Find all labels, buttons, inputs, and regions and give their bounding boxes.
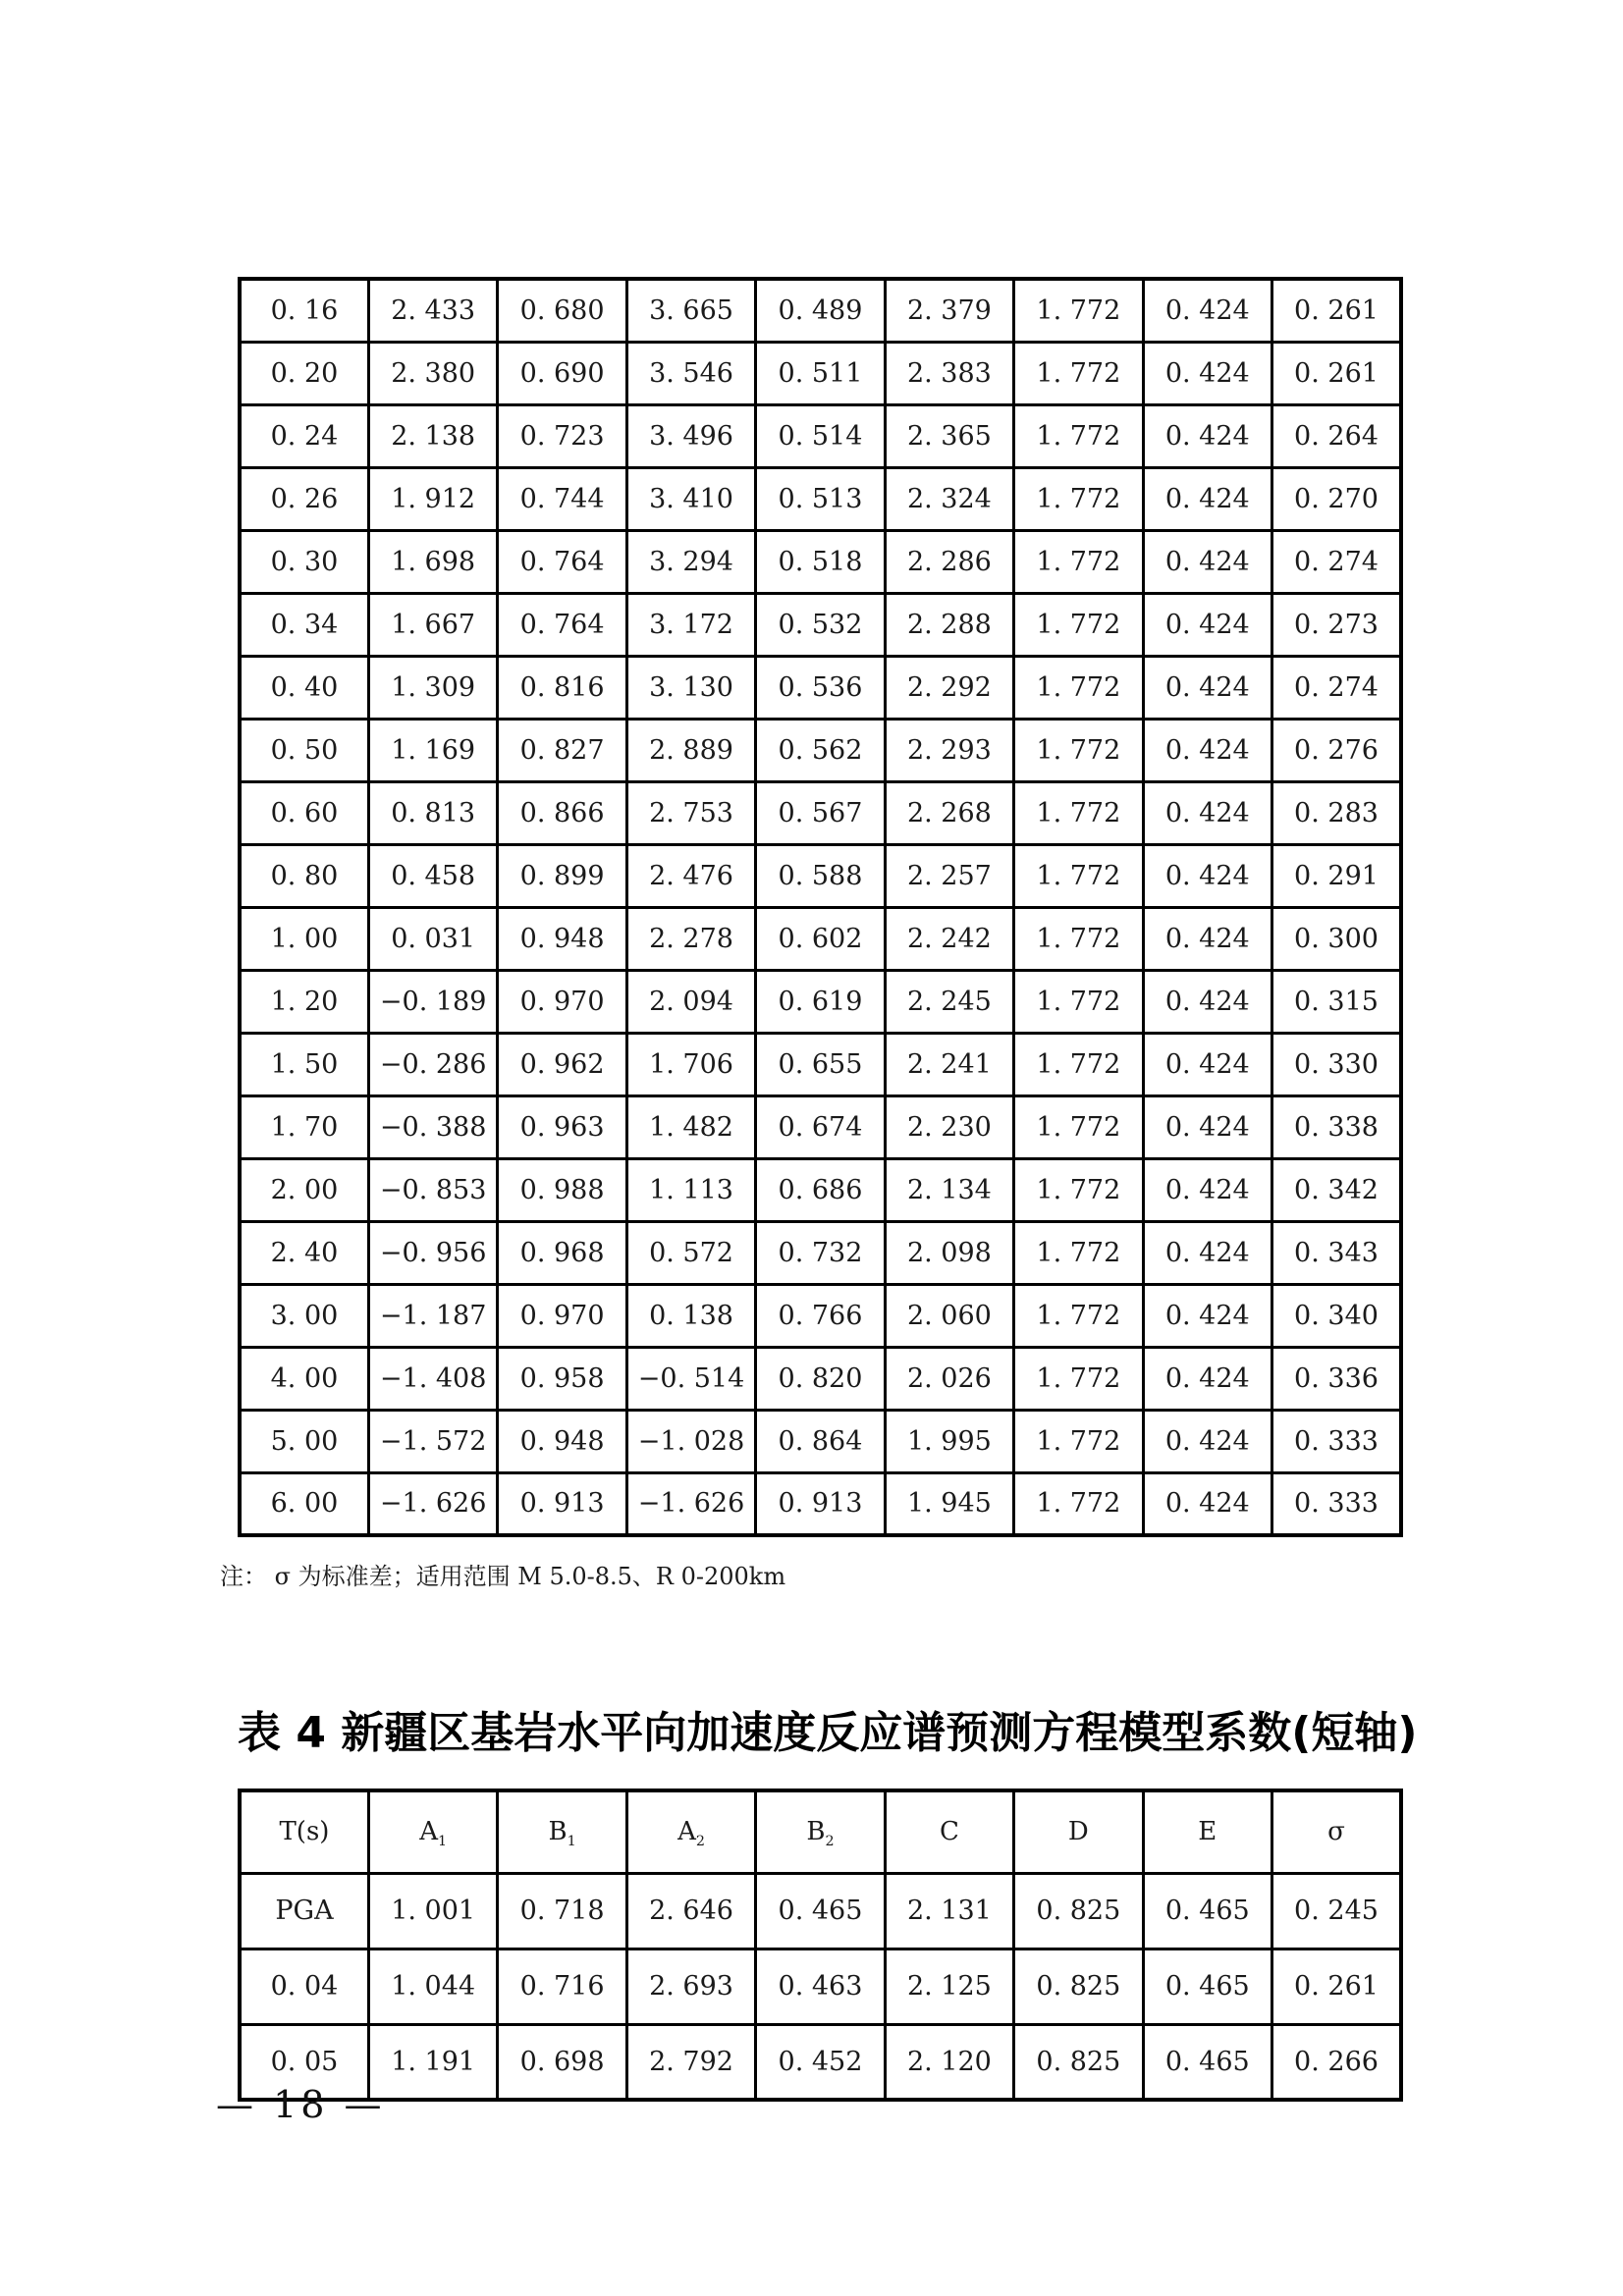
table-cell: 0. 588 bbox=[756, 844, 885, 907]
table-row bbox=[240, 530, 1401, 593]
table-cell: 1. 482 bbox=[626, 1095, 755, 1158]
table-cell: 2. 693 bbox=[626, 1949, 755, 2024]
table-cell: 2. 433 bbox=[368, 279, 497, 342]
table-cell: 0. 518 bbox=[756, 530, 885, 593]
table-cell: 2. 293 bbox=[885, 719, 1013, 781]
table-cell: 0. 424 bbox=[1143, 970, 1271, 1033]
column-header: D bbox=[1014, 1790, 1143, 1873]
coefficient-table-continued bbox=[238, 277, 1403, 1537]
table-cell: 2. 241 bbox=[885, 1033, 1013, 1095]
table-row bbox=[240, 907, 1401, 970]
table-cell: 2. 094 bbox=[626, 970, 755, 1033]
table-cell: 0. 813 bbox=[368, 781, 497, 844]
table-cell: 1. 169 bbox=[368, 719, 497, 781]
table-cell: 2. 060 bbox=[885, 1284, 1013, 1347]
table-cell: 0. 825 bbox=[1014, 2024, 1143, 2100]
table-cell: 0. 266 bbox=[1272, 2024, 1402, 2100]
table-cell: 0. 50 bbox=[240, 719, 368, 781]
table-cell: 2. 278 bbox=[626, 907, 755, 970]
table-cell: 0. 962 bbox=[498, 1033, 626, 1095]
table-cell: 0. 245 bbox=[1272, 1873, 1402, 1949]
table-cell: 1. 50 bbox=[240, 1033, 368, 1095]
table-cell: 0. 424 bbox=[1143, 1033, 1271, 1095]
table-cell: 2. 138 bbox=[368, 404, 497, 467]
table4-coefficient-table bbox=[238, 1789, 1403, 2102]
table-row bbox=[240, 593, 1401, 656]
table-cell: 0. 270 bbox=[1272, 467, 1402, 530]
table-cell: 0. 602 bbox=[756, 907, 885, 970]
column-header: E bbox=[1143, 1790, 1271, 1873]
table-cell: 0. 424 bbox=[1143, 1410, 1271, 1472]
table-row bbox=[240, 2024, 1401, 2100]
table-cell: −1. 187 bbox=[368, 1284, 497, 1347]
table-cell: 3. 294 bbox=[626, 530, 755, 593]
table-cell: 0. 138 bbox=[626, 1284, 755, 1347]
table-cell: 0. 458 bbox=[368, 844, 497, 907]
table-cell: 1. 772 bbox=[1014, 781, 1143, 844]
page-number: — 18 — bbox=[216, 2083, 386, 2126]
column-header: C bbox=[885, 1790, 1013, 1873]
column-header: $A_1$ bbox=[368, 1790, 497, 1873]
table-cell: 0. 465 bbox=[756, 1873, 885, 1949]
table-cell: 0. 532 bbox=[756, 593, 885, 656]
table-cell: 1. 772 bbox=[1014, 1410, 1143, 1472]
table-cell: 0. 963 bbox=[498, 1095, 626, 1158]
table-cell: −1. 408 bbox=[368, 1347, 497, 1410]
table-cell: 4. 00 bbox=[240, 1347, 368, 1410]
table-row bbox=[240, 1158, 1401, 1221]
table-cell: 0. 764 bbox=[498, 593, 626, 656]
table-row bbox=[240, 1033, 1401, 1095]
table-cell: 2. 125 bbox=[885, 1949, 1013, 2024]
table-cell: −0. 853 bbox=[368, 1158, 497, 1221]
table-cell: 1. 772 bbox=[1014, 279, 1143, 342]
table-cell: 2. 383 bbox=[885, 342, 1013, 404]
table-cell: −0. 286 bbox=[368, 1033, 497, 1095]
table-cell: 1. 698 bbox=[368, 530, 497, 593]
table-cell: 1. 044 bbox=[368, 1949, 497, 2024]
table-cell: 3. 665 bbox=[626, 279, 755, 342]
table-cell: 0. 452 bbox=[756, 2024, 885, 2100]
table-cell: 0. 343 bbox=[1272, 1221, 1402, 1284]
table-cell: 1. 113 bbox=[626, 1158, 755, 1221]
table-cell: 0. 680 bbox=[498, 279, 626, 342]
table-cell: 0. 970 bbox=[498, 970, 626, 1033]
table-cell: −1. 626 bbox=[368, 1472, 497, 1535]
table-cell: 0. 338 bbox=[1272, 1095, 1402, 1158]
table-cell: 1. 772 bbox=[1014, 1158, 1143, 1221]
table-row bbox=[240, 1221, 1401, 1284]
table-cell: −0. 514 bbox=[626, 1347, 755, 1410]
table-cell: −1. 572 bbox=[368, 1410, 497, 1472]
table-cell: 0. 24 bbox=[240, 404, 368, 467]
table-cell: 1. 995 bbox=[885, 1410, 1013, 1472]
table-cell: 0. 424 bbox=[1143, 1158, 1271, 1221]
table-cell: 1. 001 bbox=[368, 1873, 497, 1949]
table-row bbox=[240, 1284, 1401, 1347]
table-row bbox=[240, 1347, 1401, 1410]
table-cell: 1. 70 bbox=[240, 1095, 368, 1158]
table-cell: 0. 424 bbox=[1143, 1095, 1271, 1158]
table-row bbox=[240, 1095, 1401, 1158]
table-row bbox=[240, 656, 1401, 719]
table-cell: 2. 365 bbox=[885, 404, 1013, 467]
table-cell: 2. 380 bbox=[368, 342, 497, 404]
table-cell: 0. 465 bbox=[1143, 1949, 1271, 2024]
table-cell: 0. 424 bbox=[1143, 1221, 1271, 1284]
table-cell: 0. 864 bbox=[756, 1410, 885, 1472]
table-cell: 0. 958 bbox=[498, 1347, 626, 1410]
table-cell: 0. 948 bbox=[498, 907, 626, 970]
table-cell: 2. 889 bbox=[626, 719, 755, 781]
table-cell: 3. 130 bbox=[626, 656, 755, 719]
table-cell: 0. 333 bbox=[1272, 1410, 1402, 1472]
table-cell: 2. 646 bbox=[626, 1873, 755, 1949]
table-cell: 0. 489 bbox=[756, 279, 885, 342]
table-cell: 1. 772 bbox=[1014, 404, 1143, 467]
table-cell: 2. 098 bbox=[885, 1221, 1013, 1284]
table-cell: 1. 191 bbox=[368, 2024, 497, 2100]
table-cell: 0. 562 bbox=[756, 719, 885, 781]
table-row bbox=[240, 1410, 1401, 1472]
table-cell: 0. 825 bbox=[1014, 1873, 1143, 1949]
table-cell: 1. 667 bbox=[368, 593, 497, 656]
table-cell: 0. 424 bbox=[1143, 342, 1271, 404]
table-cell: 1. 772 bbox=[1014, 1033, 1143, 1095]
table-header-row bbox=[240, 1790, 1401, 1873]
table-cell: 0. 261 bbox=[1272, 1949, 1402, 2024]
table-cell: 0. 732 bbox=[756, 1221, 885, 1284]
table-cell: 0. 273 bbox=[1272, 593, 1402, 656]
table-cell: 1. 772 bbox=[1014, 467, 1143, 530]
table-cell: 1. 20 bbox=[240, 970, 368, 1033]
table-cell: 2. 230 bbox=[885, 1095, 1013, 1158]
table-cell: 0. 424 bbox=[1143, 467, 1271, 530]
table-cell: 1. 912 bbox=[368, 467, 497, 530]
table-cell: 0. 424 bbox=[1143, 656, 1271, 719]
table-cell: 0. 26 bbox=[240, 467, 368, 530]
table-cell: 0. 913 bbox=[498, 1472, 626, 1535]
table-cell: 0. 274 bbox=[1272, 656, 1402, 719]
table-cell: 2. 131 bbox=[885, 1873, 1013, 1949]
table-cell: 2. 257 bbox=[885, 844, 1013, 907]
table-cell: 0. 30 bbox=[240, 530, 368, 593]
table-cell: PGA bbox=[240, 1873, 368, 1949]
table-row bbox=[240, 1873, 1401, 1949]
table-cell: 0. 866 bbox=[498, 781, 626, 844]
table-cell: 3. 00 bbox=[240, 1284, 368, 1347]
table-cell: 0. 16 bbox=[240, 279, 368, 342]
table-cell: 2. 00 bbox=[240, 1158, 368, 1221]
table-cell: 1. 772 bbox=[1014, 844, 1143, 907]
table-cell: 0. 80 bbox=[240, 844, 368, 907]
table-cell: 1. 309 bbox=[368, 656, 497, 719]
table-cell: 0. 698 bbox=[498, 2024, 626, 2100]
table-cell: 0. 05 bbox=[240, 2024, 368, 2100]
table-cell: 0. 283 bbox=[1272, 781, 1402, 844]
table-cell: 0. 20 bbox=[240, 342, 368, 404]
table-cell: 1. 772 bbox=[1014, 1095, 1143, 1158]
table-cell: 0. 513 bbox=[756, 467, 885, 530]
table-cell: 0. 330 bbox=[1272, 1033, 1402, 1095]
table-cell: 0. 40 bbox=[240, 656, 368, 719]
table-row bbox=[240, 467, 1401, 530]
table-cell: 0. 424 bbox=[1143, 530, 1271, 593]
table-cell: 0. 031 bbox=[368, 907, 497, 970]
table-cell: −0. 388 bbox=[368, 1095, 497, 1158]
table-cell: 0. 718 bbox=[498, 1873, 626, 1949]
table-row bbox=[240, 844, 1401, 907]
table-cell: 0. 567 bbox=[756, 781, 885, 844]
table-cell: 0. 970 bbox=[498, 1284, 626, 1347]
table-cell: 0. 424 bbox=[1143, 719, 1271, 781]
table-cell: 2. 792 bbox=[626, 2024, 755, 2100]
table-cell: 2. 476 bbox=[626, 844, 755, 907]
table-cell: 0. 913 bbox=[756, 1472, 885, 1535]
table-cell: 0. 291 bbox=[1272, 844, 1402, 907]
table-cell: 2. 268 bbox=[885, 781, 1013, 844]
table-cell: 0. 686 bbox=[756, 1158, 885, 1221]
table4-title: 表 4 新疆区基岩水平向加速度反应谱预测方程模型系数(短轴) bbox=[238, 1708, 1418, 1758]
table-cell: 0. 825 bbox=[1014, 1949, 1143, 2024]
table-cell: 0. 744 bbox=[498, 467, 626, 530]
table-cell: 1. 945 bbox=[885, 1472, 1013, 1535]
table-cell: 0. 655 bbox=[756, 1033, 885, 1095]
table-cell: 0. 716 bbox=[498, 1949, 626, 2024]
table-cell: 1. 772 bbox=[1014, 593, 1143, 656]
table-cell: 0. 899 bbox=[498, 844, 626, 907]
table-row bbox=[240, 719, 1401, 781]
table-cell: 3. 546 bbox=[626, 342, 755, 404]
table-row bbox=[240, 781, 1401, 844]
column-header: $B_2$ bbox=[756, 1790, 885, 1873]
table-cell: 0. 424 bbox=[1143, 907, 1271, 970]
table-cell: 1. 772 bbox=[1014, 970, 1143, 1033]
table-cell: 0. 315 bbox=[1272, 970, 1402, 1033]
table-cell: 2. 379 bbox=[885, 279, 1013, 342]
table-cell: 0. 572 bbox=[626, 1221, 755, 1284]
table-cell: 0. 463 bbox=[756, 1949, 885, 2024]
table-cell: 0. 342 bbox=[1272, 1158, 1402, 1221]
table-cell: 1. 00 bbox=[240, 907, 368, 970]
table-cell: 0. 514 bbox=[756, 404, 885, 467]
table-cell: 0. 424 bbox=[1143, 844, 1271, 907]
table-cell: 1. 772 bbox=[1014, 342, 1143, 404]
table-row bbox=[240, 1472, 1401, 1535]
table-row bbox=[240, 970, 1401, 1033]
table-row bbox=[240, 1949, 1401, 2024]
table-cell: 1. 772 bbox=[1014, 1347, 1143, 1410]
table-cell: 3. 172 bbox=[626, 593, 755, 656]
table-cell: 0. 674 bbox=[756, 1095, 885, 1158]
table-cell: 0. 261 bbox=[1272, 279, 1402, 342]
table-cell: −1. 028 bbox=[626, 1410, 755, 1472]
table-cell: 0. 536 bbox=[756, 656, 885, 719]
table-cell: 0. 764 bbox=[498, 530, 626, 593]
table-cell: 0. 465 bbox=[1143, 1873, 1271, 1949]
table-cell: 3. 496 bbox=[626, 404, 755, 467]
table-row bbox=[240, 342, 1401, 404]
table-row bbox=[240, 404, 1401, 467]
table-cell: 1. 706 bbox=[626, 1033, 755, 1095]
column-header: $A_2$ bbox=[626, 1790, 755, 1873]
table-cell: 0. 424 bbox=[1143, 1347, 1271, 1410]
table-cell: 0. 04 bbox=[240, 1949, 368, 2024]
table-cell: 0. 264 bbox=[1272, 404, 1402, 467]
table-cell: 0. 968 bbox=[498, 1221, 626, 1284]
table-cell: 2. 026 bbox=[885, 1347, 1013, 1410]
table-cell: 3. 410 bbox=[626, 467, 755, 530]
column-header: T(s) bbox=[240, 1790, 368, 1873]
table-cell: 0. 274 bbox=[1272, 530, 1402, 593]
table-cell: 2. 120 bbox=[885, 2024, 1013, 2100]
table-cell: 5. 00 bbox=[240, 1410, 368, 1472]
table-cell: 2. 134 bbox=[885, 1158, 1013, 1221]
table-cell: 0. 511 bbox=[756, 342, 885, 404]
table-cell: 0. 424 bbox=[1143, 593, 1271, 656]
table-cell: 0. 816 bbox=[498, 656, 626, 719]
table-cell: 2. 292 bbox=[885, 656, 1013, 719]
table-cell: 2. 324 bbox=[885, 467, 1013, 530]
table-cell: 1. 772 bbox=[1014, 719, 1143, 781]
table-cell: −1. 626 bbox=[626, 1472, 755, 1535]
column-header: $B_1$ bbox=[498, 1790, 626, 1873]
table-cell: 1. 772 bbox=[1014, 656, 1143, 719]
table-cell: 0. 619 bbox=[756, 970, 885, 1033]
table-cell: 0. 424 bbox=[1143, 1284, 1271, 1347]
table-cell: −0. 956 bbox=[368, 1221, 497, 1284]
table-cell: 0. 333 bbox=[1272, 1472, 1402, 1535]
table-cell: 2. 242 bbox=[885, 907, 1013, 970]
table-cell: 0. 690 bbox=[498, 342, 626, 404]
table-cell: 2. 286 bbox=[885, 530, 1013, 593]
table-cell: 0. 424 bbox=[1143, 279, 1271, 342]
table-cell: 0. 340 bbox=[1272, 1284, 1402, 1347]
table-cell: 0. 988 bbox=[498, 1158, 626, 1221]
column-header: σ bbox=[1272, 1790, 1402, 1873]
table-cell: 0. 465 bbox=[1143, 2024, 1271, 2100]
table-cell: 1. 772 bbox=[1014, 907, 1143, 970]
table-cell: 6. 00 bbox=[240, 1472, 368, 1535]
table-cell: 0. 424 bbox=[1143, 781, 1271, 844]
table-cell: 0. 424 bbox=[1143, 1472, 1271, 1535]
table-cell: 0. 261 bbox=[1272, 342, 1402, 404]
table-row bbox=[240, 279, 1401, 342]
table-cell: 0. 820 bbox=[756, 1347, 885, 1410]
table-cell: 0. 276 bbox=[1272, 719, 1402, 781]
table-cell: 2. 288 bbox=[885, 593, 1013, 656]
table-cell: 1. 772 bbox=[1014, 1472, 1143, 1535]
table-cell: 0. 948 bbox=[498, 1410, 626, 1472]
table-cell: 2. 40 bbox=[240, 1221, 368, 1284]
table-cell: 0. 766 bbox=[756, 1284, 885, 1347]
table-cell: 1. 772 bbox=[1014, 1221, 1143, 1284]
table-cell: 0. 827 bbox=[498, 719, 626, 781]
table-cell: 0. 300 bbox=[1272, 907, 1402, 970]
table-cell: 2. 753 bbox=[626, 781, 755, 844]
table-cell: 1. 772 bbox=[1014, 530, 1143, 593]
table-note: 注： σ 为标准差；适用范围 M 5.0-8.5、R 0-200km bbox=[220, 1563, 786, 1590]
table-cell: 1. 772 bbox=[1014, 1284, 1143, 1347]
table-cell: 0. 424 bbox=[1143, 404, 1271, 467]
table-cell: 0. 336 bbox=[1272, 1347, 1402, 1410]
table-cell: 0. 723 bbox=[498, 404, 626, 467]
table-cell: 0. 34 bbox=[240, 593, 368, 656]
table-cell: 0. 60 bbox=[240, 781, 368, 844]
table-cell: −0. 189 bbox=[368, 970, 497, 1033]
table-cell: 2. 245 bbox=[885, 970, 1013, 1033]
